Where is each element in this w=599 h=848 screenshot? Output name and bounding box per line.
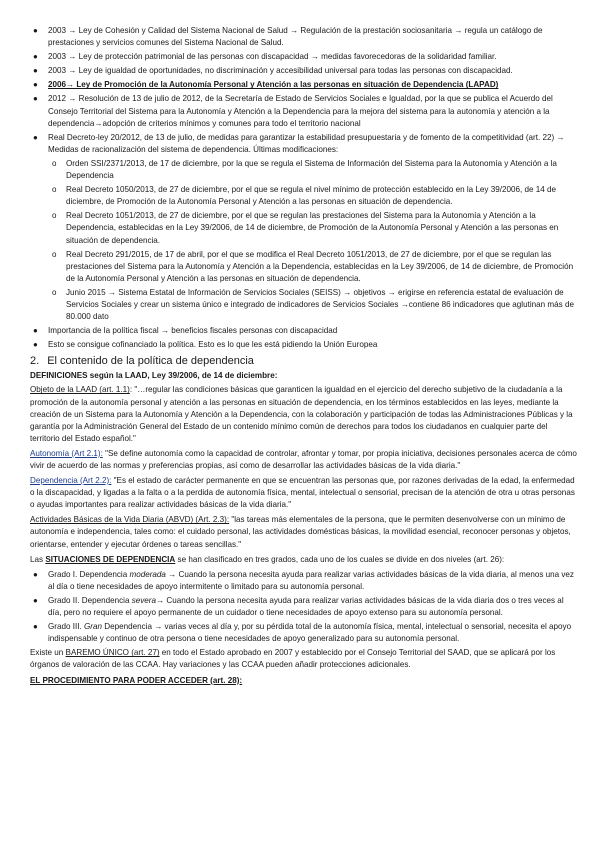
list-item [30, 65, 578, 77]
situaciones-paragraph [30, 554, 578, 566]
objeto-term: Objeto de la LAAD (art. 1.1) [30, 385, 130, 395]
list-item [30, 132, 578, 323]
law-text: 2012 → Resolución de 13 de julio de 2012, de la Secretaría de Estado de Servicios Sociales e Igualdad, por la que se publica el Acuerdo del Consejo Territorial del Sistema para la Autonomía y Atención a la Dependencia para la mejora del sistema para la autonomía y atención a la dependencia→adopción de criterios mínimos y comunes para todo el territorio nacional [48, 94, 553, 128]
document-content [30, 25, 578, 690]
procedimiento-heading: EL PROCEDIMIENTO PARA PODER ACCEDER (art. 28): [30, 675, 243, 685]
modification-text: Orden SSI/2371/2013, de 17 de diciembre, por la que se regula el Sistema de Información del Sistema para la Autonomía y Atención a la Dependencia [66, 158, 557, 181]
autonomia-term: Autonomía (Art 2.1): [30, 448, 103, 458]
list-item [30, 79, 578, 91]
bullet-icon: ● [33, 52, 38, 62]
sub-bullet-icon: o [52, 249, 57, 259]
baremo-post: en todo el Estado aprobado en 2007 y establecido por el Consejo Territorial del SAAD, que se aplicará por los órganos de valoración de las CCAA. Hay variaciones y las CCAA pueden añadir protecciones adicionales. [30, 648, 556, 670]
sub-list-item [48, 158, 578, 182]
grado-em: moderada [129, 569, 166, 579]
modifications-list [48, 158, 578, 323]
bullet-icon: ● [33, 80, 38, 90]
grado-pre: Grado II. Dependencia [48, 595, 132, 605]
abvd-paragraph [30, 514, 578, 550]
sub-bullet-icon: o [52, 211, 57, 221]
modification-text: Real Decreto 291/2015, de 17 de abril, por el que se modifica el Real Decreto 1051/2013, de 27 de diciembre, por el que se regulan las prestaciones del Sistema para la Autonomía y Atención a la Dependencia, establecidas en la Ley 39/2006, de 14 de diciembre, de Promoción de la Autonomía Personal y Atención a las personas en situación de dependencia. [66, 249, 574, 283]
sub-bullet-icon: o [52, 287, 57, 297]
law-text: Real Decreto-ley 20/2012, de 13 de julio, de medidas para garantizar la estabilidad presupuestaria y de fomento de la competitividad (art. 22) → Medidas de racionalización del sistema de dependencia. Últimas modificaciones: [48, 132, 565, 154]
fiscal-text: Esto se consigue cofinanciado la política. Esto es lo que les está pidiendo la Unión Europea [48, 340, 378, 350]
definitions-title: DEFINICIONES según la LAAD, Ley 39/2006, de 14 de diciembre: [30, 371, 278, 381]
dependencia-term: Dependencia (Art 2.2): [30, 476, 112, 486]
autonomia-text: "Se define autonomía como la capacidad de controlar, afrontar y tomar, por propia iniciativa, decisiones personales acerca de cómo vivir de acuerdo de las normas y preferencias propias, así como de desarrollar las actividades básicas de la vida diaria." [30, 448, 577, 470]
bullet-icon: ● [33, 94, 38, 104]
grado-pre: Grado I. Dependencia [48, 569, 130, 579]
lapad-law-text: 2006→ Ley de Promoción de la Autonomía Personal y Atención a las personas en situación de Dependencia (LAPAD) [48, 80, 499, 90]
baremo-term: BAREMO ÚNICO (art. 27) [65, 648, 160, 658]
section-number: 2. [30, 355, 40, 368]
abvd-text: "las tareas más elementales de la persona, que le permiten desenvolverse con un mínimo de autonomía e independencia, tales como: el cuidado personal, las actividades domésticas básicas, la movilidad esencial, reconocer personas y objetos, orientarse, entender y ejecutar órdenes o tareas sencillas." [30, 515, 571, 549]
law-text: 2003 → Ley de protección patrimonial de las personas con discapacidad → medidas favorecedoras de la solidaridad familiar. [48, 52, 497, 62]
section-heading [30, 354, 578, 368]
grado-post: → Cuando la persona necesita ayuda para realizar varias actividades básicas de la vida diaria dos o tres veces al día, pero no requiere el apoyo permanente de un cuidador o tiene necesidades de apoyo extenso para su autonomía personal. [48, 595, 564, 618]
situaciones-post: se han clasificado en tres grados, cada uno de los cuales se divide en dos niveles (art. 26): [175, 554, 505, 564]
autonomia-paragraph [30, 448, 578, 472]
list-item [30, 325, 578, 337]
baremo-paragraph [30, 647, 578, 671]
modification-text: Real Decreto 1050/2013, de 27 de diciembre, por el que se regula el nivel mínimo de protección establecido en la Ley 39/2006, de 14 de diciembre, de Promoción de la Autonomía Personal y Atención a las personas en situación de dependencia. [66, 185, 556, 207]
law-text: 2003 → Ley de Cohesión y Calidad del Sistema Nacional de Salud → Regulación de la prestación sociosanitaria → regula un catálogo de prestaciones y servicios comunes del Sistema Nacional de Salud. [48, 26, 543, 48]
dependencia-text: "Es el estado de carácter permanente en que se encuentran las personas que, por razones derivadas de la edad, la enfermedad o la discapacidad, y ligadas a la falta o a la perdida de autonomía física, mental, intelectual o sensorial, precisan de la atención de otra u otras personas o ayudas importantes para realizar actividades básicas de la vida diaria." [30, 476, 575, 510]
baremo-pre: Existe un [30, 648, 66, 658]
bullet-icon: ● [33, 132, 38, 142]
list-item [30, 569, 578, 593]
fiscal-text: Importancia de la política fiscal → beneficios fiscales personas con discapacidad [48, 326, 338, 336]
bullet-icon: ● [33, 595, 38, 605]
list-item [30, 25, 578, 49]
list-item [30, 621, 578, 645]
abvd-term: Actividades Básicas de la Vida Diaria (ABVD) (Art. 2.3): [30, 515, 230, 525]
sub-list-item [48, 184, 578, 208]
grado-post: → Cuando la persona necesita ayuda para realizar varias actividades básicas de la vida diaria, al menos una vez al día o tiene necesidades de apoyo intermitente o limitado para su autonomía personal. [48, 569, 574, 591]
laws-list [30, 25, 578, 351]
sub-list-item [48, 210, 578, 246]
bullet-icon: ● [33, 569, 38, 579]
situaciones-pre: Las [30, 554, 46, 564]
bullet-icon: ● [33, 66, 38, 76]
bullet-icon: ● [33, 622, 38, 632]
sub-bullet-icon: o [52, 158, 57, 168]
law-text: 2003 → Ley de igualdad de oportunidades, no discriminación y accesibilidad universal para todas las personas con discapacidad. [48, 66, 513, 76]
grado-em: severa [131, 595, 156, 605]
list-item [30, 595, 578, 619]
objeto-paragraph [30, 384, 578, 444]
situaciones-term: SITUACIONES DE DEPENDENCIA [45, 554, 176, 564]
bullet-icon: ● [33, 26, 38, 35]
grados-list [30, 569, 578, 646]
modification-text: Real Decreto 1051/2013, de 27 de diciembre, por el que se regulan las prestaciones del Sistema para la Autonomía y Atención a la Dependencia, establecidas en la Ley 39/2006, de 14 de diciembre, de Promoción de la Autonomía Personal y Atención a las personas en situación de dependencia. [66, 211, 559, 245]
objeto-text: : "…regular las condiciones básicas que garanticen la igualdad en el ejercicio del derecho subjetivo de la ciudadanía a la promoción de la autonomía personal y atención a las personas en situación de dependencia, en los términos establecidos en las leyes, mediante la creación de un Sistema para la Autonomía y Atención a la Dependencia, con la colaboración y participación de todas las Administraciones Públicas y la garantía por la Administración General del Estado de un contenido mínimo común de derechos para todos los ciudadanos en cualquier parte del territorio del Estado español." [30, 385, 573, 443]
bullet-icon: ● [33, 340, 38, 350]
section-title: El contenido de la política de dependencia [47, 355, 254, 368]
sub-bullet-icon: o [52, 185, 57, 195]
sub-list-item [48, 287, 578, 323]
grado-post: Dependencia → varias veces al día y, por su pérdida total de la autonomía física, mental, intelectual o sensorial, necesita el apoyo indispensable y continuo de otra persona o tiene necesidades de apoyo generalizado para su autonomía personal. [48, 622, 572, 644]
grado-pre: Grado III. [48, 622, 84, 632]
grado-em: Gran [84, 622, 102, 632]
sub-list-item [48, 249, 578, 285]
bullet-icon: ● [33, 326, 38, 336]
modification-text: Junio 2015 → Sistema Estatal de Información de Servicios Sociales (SEISS) → objetivos → erigirse en referencia estatal de evaluación de Servicios Sociales y crear un sistema único e integrado de indicadores de Servicios Sociales →contiene 86 indicadores que aglutinan más de 80.000 dato [66, 287, 574, 322]
list-item [30, 93, 578, 129]
list-item [30, 339, 578, 351]
dependencia-paragraph [30, 475, 578, 511]
list-item [30, 51, 578, 63]
